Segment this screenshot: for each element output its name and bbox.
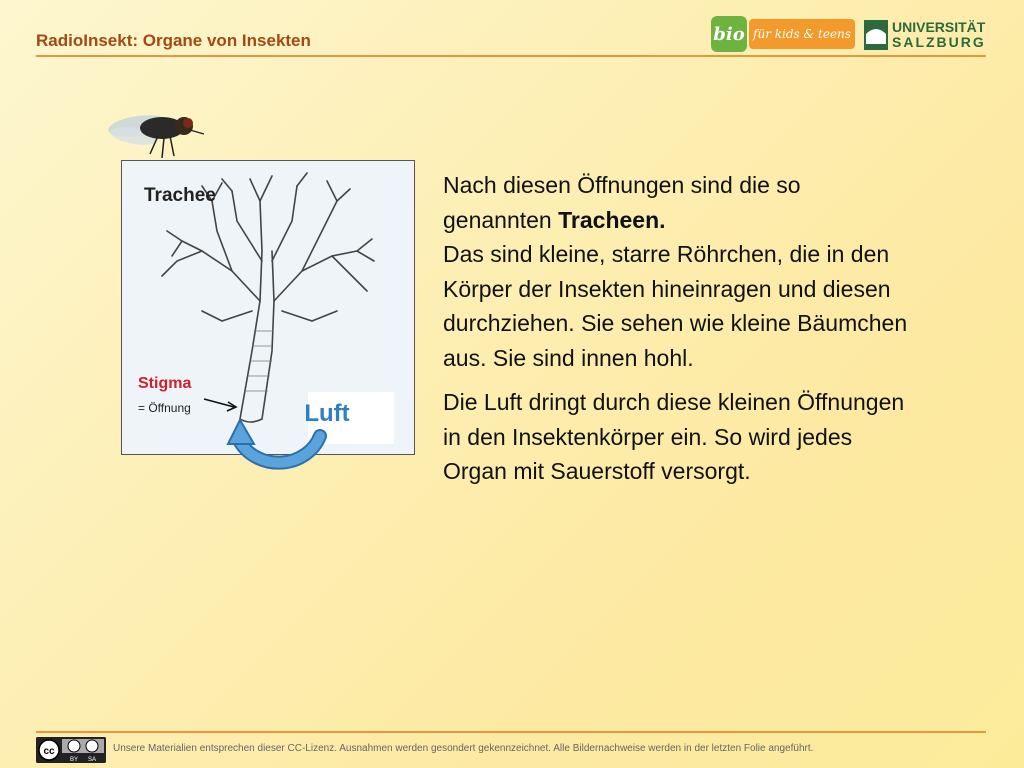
paragraph-tracheen: Nach diesen Öffnungen sind die so genannten Tracheen. Das sind kleine, starre Röhrchen, die in den Körper der Insekten hineinragen und diesen durchziehen. Sie sehen wie kleine Bäumchen aus. Sie sind innen hohl. xyxy=(443,172,908,371)
bio-logo-tagline: für kids & teens xyxy=(749,19,855,49)
slide-title: RadioInsekt: Organe von Insekten xyxy=(36,31,311,50)
header-divider xyxy=(36,55,986,57)
footer-divider xyxy=(36,731,986,733)
label-stigma: Stigma xyxy=(138,375,192,392)
university-logo-text: UNIVERSITÄT SALZBURG xyxy=(892,19,986,50)
svg-text:cc: cc xyxy=(43,746,55,757)
label-luft: Luft xyxy=(304,400,350,427)
slide-body-text xyxy=(443,168,913,489)
bio-logo-word: bio xyxy=(711,16,747,52)
air-flow-arrow-icon xyxy=(220,414,330,488)
svg-text:BY: BY xyxy=(69,757,79,763)
cc-by-sa-license-badge-icon[interactable] xyxy=(36,737,106,763)
label-oeffnung: = Öffnung xyxy=(138,401,191,415)
university-logo-mark-icon xyxy=(864,20,888,50)
svg-text:SA: SA xyxy=(87,757,97,763)
bio-kids-teens-logo xyxy=(711,16,855,52)
label-trachee: Trachee xyxy=(144,185,216,206)
university-salzburg-logo xyxy=(864,18,986,52)
license-footer-text: Unsere Materialien entsprechen dieser CC-Lizenz. Ausnahmen werden gesondert gekennzeichnet. Alle Bildernachweise werden in der letzten Folie angeführt. xyxy=(113,743,814,754)
term-tracheen: Tracheen. xyxy=(558,206,666,233)
paragraph-luft: Die Luft dringt durch diese kleinen Öffnungen in den Insektenkörper ein. So wird jedes Organ mit Sauerstoff versorgt. xyxy=(443,389,905,484)
